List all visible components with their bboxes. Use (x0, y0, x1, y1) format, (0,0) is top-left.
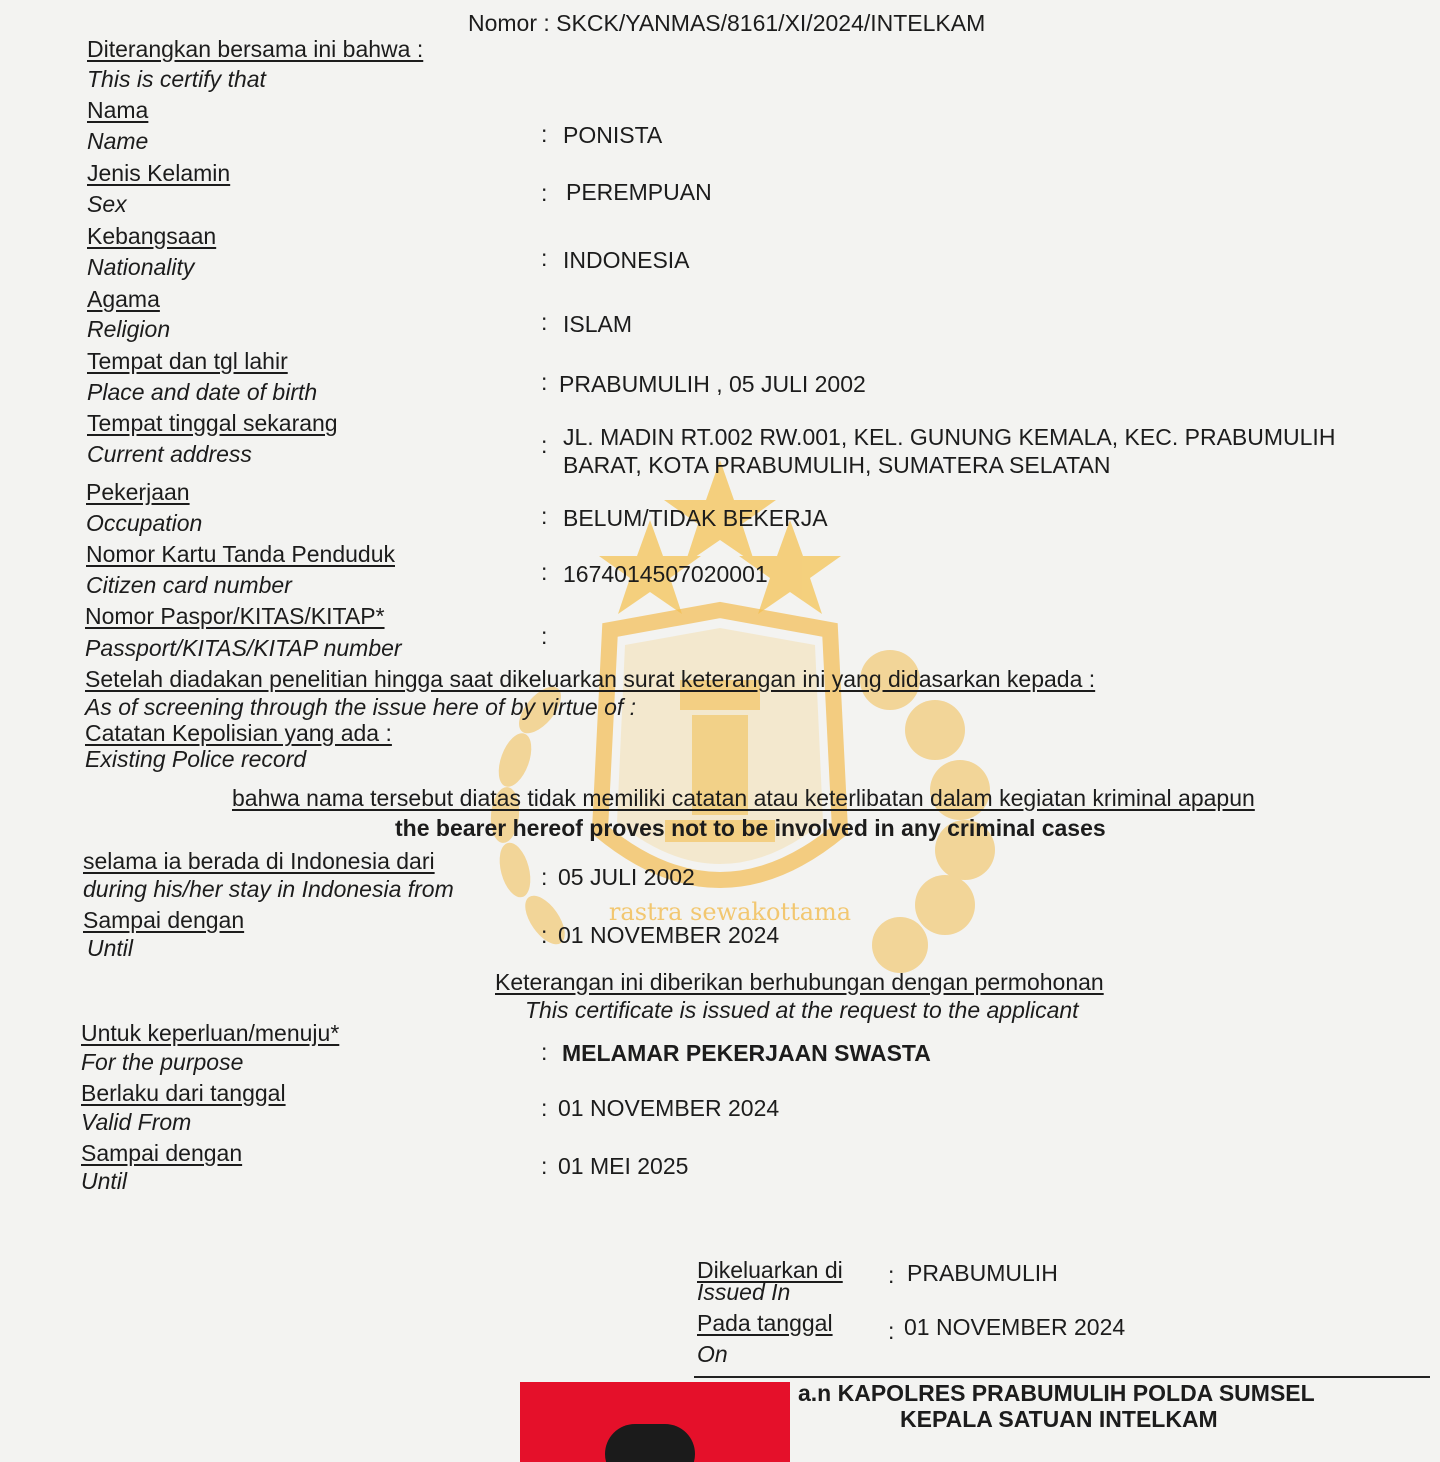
police-record-label-en: Existing Police record (85, 746, 307, 772)
stay-from-label-en: during his/her stay in Indonesia from (83, 876, 454, 902)
religion-label-en: Religion (87, 316, 171, 342)
stay-until-label-en: Until (87, 935, 134, 961)
religion-label: Agama (87, 286, 160, 312)
purpose-label-en: For the purpose (81, 1049, 244, 1075)
applicant-photo (520, 1382, 790, 1462)
colon: : (541, 623, 548, 649)
name-label: Nama (87, 97, 149, 123)
birth-label-en: Place and date of birth (87, 379, 318, 405)
colon: : (541, 369, 548, 395)
request-label-en: This certificate is issued at the request to the applicant (525, 997, 1079, 1023)
address-label: Tempat tinggal sekarang (87, 410, 338, 436)
religion-value: ISLAM (563, 311, 633, 337)
issued-on-label: Pada tanggal (697, 1310, 833, 1336)
photo-head-silhouette (605, 1424, 695, 1462)
purpose-label: Untuk keperluan/menuju* (81, 1020, 340, 1046)
document-number: Nomor : SKCK/YANMAS/8161/XI/2024/INTELKAM (468, 10, 986, 36)
colon: : (541, 922, 548, 948)
issued-on-value: 01 NOVEMBER 2024 (904, 1314, 1126, 1340)
nationality-value: INDONESIA (563, 247, 690, 273)
screening-label: Setelah diadakan penelitian hingga saat dikeluarkan surat keterangan ini yang didasarkan kepada : (85, 666, 1096, 692)
intro-label-en: This is certify that (87, 66, 266, 92)
sex-label-en: Sex (87, 191, 127, 217)
citizen-card-label: Nomor Kartu Tanda Penduduk (86, 541, 395, 567)
nationality-label-en: Nationality (87, 254, 195, 280)
signatory-line1: a.n KAPOLRES PRABUMULIH POLDA SUMSEL (798, 1380, 1315, 1406)
stay-from-label: selama ia berada di Indonesia dari (83, 848, 435, 874)
valid-from-label: Berlaku dari tanggal (81, 1080, 286, 1106)
name-value: PONISTA (563, 122, 663, 148)
valid-until-label-en: Until (81, 1168, 128, 1194)
colon: : (541, 432, 548, 458)
issued-on-label-en: On (697, 1341, 728, 1367)
address-label-en: Current address (87, 441, 252, 467)
stay-from-value: 05 JULI 2002 (558, 864, 695, 890)
signatory-line2: KEPALA SATUAN INTELKAM (900, 1406, 1218, 1432)
watermark-motto: rastra sewakottama (608, 898, 852, 926)
address-value-line2: BARAT, KOTA PRABUMULIH, SUMATERA SELATAN (563, 452, 1111, 478)
issued-in-value: PRABUMULIH (907, 1260, 1058, 1286)
name-label-en: Name (87, 128, 149, 154)
colon: : (541, 1095, 548, 1121)
screening-label-en: As of screening through the issue here of by virtue of : (85, 694, 637, 720)
birth-value: PRABUMULIH , 05 JULI 2002 (559, 371, 866, 397)
valid-until-value: 01 MEI 2025 (558, 1153, 689, 1179)
purpose-value: MELAMAR PEKERJAAN SWASTA (562, 1040, 931, 1066)
passport-label: Nomor Paspor/KITAS/KITAP* (85, 603, 385, 629)
colon: : (541, 309, 548, 335)
occupation-value: BELUM/TIDAK BEKERJA (563, 505, 828, 531)
colon: : (541, 559, 548, 585)
occupation-label-en: Occupation (86, 510, 203, 536)
statement-text: bahwa nama tersebut diatas tidak memiliki catatan atau keterlibatan dalam kegiatan kriminal apapun (232, 785, 1255, 811)
issued-in-label-en: Issued In (697, 1279, 791, 1305)
address-value-line1: JL. MADIN RT.002 RW.001, KEL. GUNUNG KEMALA, KEC. PRABUMULIH (563, 424, 1336, 450)
valid-from-label-en: Valid From (81, 1109, 192, 1135)
signature-divider (694, 1376, 1430, 1378)
colon: : (541, 503, 548, 529)
citizen-card-label-en: Citizen card number (86, 572, 292, 598)
intro-label: Diterangkan bersama ini bahwa : (87, 36, 424, 62)
occupation-label: Pekerjaan (86, 479, 190, 505)
passport-label-en: Passport/KITAS/KITAP number (85, 635, 402, 661)
colon: : (888, 1262, 895, 1288)
sex-label: Jenis Kelamin (87, 160, 231, 186)
stay-until-value: 01 NOVEMBER 2024 (558, 922, 780, 948)
colon: : (888, 1318, 895, 1344)
nationality-label: Kebangsaan (87, 223, 217, 249)
police-record-label: Catatan Kepolisian yang ada : (85, 720, 392, 746)
colon: : (541, 245, 548, 271)
colon: : (541, 1153, 548, 1179)
colon: : (541, 121, 548, 147)
citizen-card-value: 1674014507020001 (563, 561, 768, 587)
colon: : (541, 180, 548, 206)
colon: : (541, 1039, 548, 1065)
stay-until-label: Sampai dengan (83, 907, 245, 933)
valid-from-value: 01 NOVEMBER 2024 (558, 1095, 780, 1121)
colon: : (541, 864, 548, 890)
valid-until-label: Sampai dengan (81, 1140, 243, 1166)
statement-text-en: the bearer hereof proves not to be involved in any criminal cases (395, 815, 1106, 841)
request-label: Keterangan ini diberikan berhubungan dengan permohonan (495, 969, 1104, 995)
issued-in-label: Dikeluarkan di (697, 1257, 843, 1283)
birth-label: Tempat dan tgl lahir (87, 348, 288, 374)
sex-value: PEREMPUAN (566, 179, 712, 205)
